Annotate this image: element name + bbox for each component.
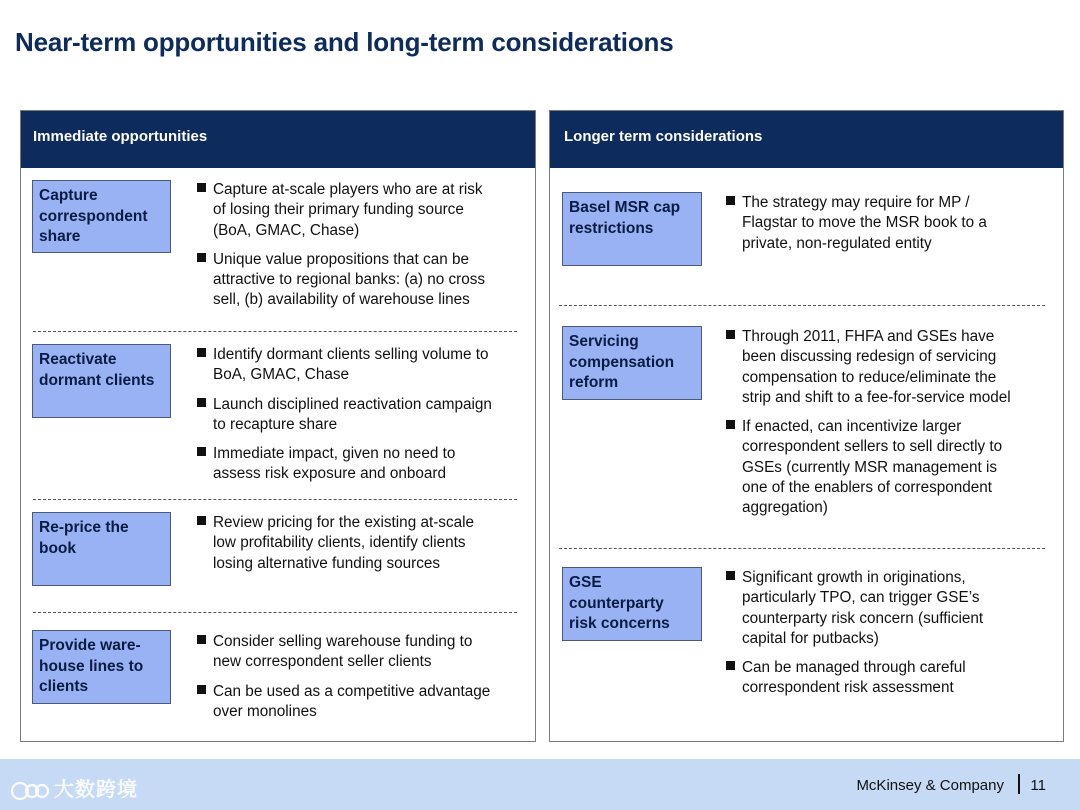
label-line: risk concerns [569,615,670,632]
bullet-square-icon [197,635,206,644]
bullet-square-icon [726,571,735,580]
watermark-text: 大数跨境 [54,779,138,801]
section-divider [559,548,1045,549]
section-divider [559,305,1045,306]
label-line: compensation [569,353,675,371]
label-line: Reactivate [39,351,117,368]
page-number: 11 [1030,777,1046,794]
label-provide-warehouse-lines [32,630,171,704]
label-line: Provide ware- [39,637,141,654]
label-line: restrictions [569,219,654,237]
footer-separator [1018,774,1020,794]
label-re-price-the-book [32,512,171,586]
bullet-list [197,180,527,320]
bullet-square-icon [197,398,206,407]
bullet-item: Capture at-scale players who are at risk of losing their primary funding source (BoA, GMAC, Chase) [197,180,527,241]
label-line: Capture [39,187,98,204]
bullet-item: Immediate impact, given no need to assess risk exposure and onboard [197,444,532,485]
label-basel-msr-cap [562,192,702,266]
bullet-list [197,345,532,494]
bullet-list [726,327,1060,528]
label-line: reform [569,374,619,391]
bullet-item: The strategy may require for MP / Flagstar to move the MSR book to a private, non-regulated entity [726,193,1056,254]
bullet-item: Review pricing for the existing at-scale low profitability clients, identify clients losing alternative funding sources [197,513,527,574]
bullet-item: Significant growth in originations, particularly TPO, can trigger GSE’s counterparty risk concern (sufficient capital for putbacks) [726,568,1056,649]
panel-header-immediate: Immediate opportunities [21,111,535,168]
panel-header-longer-term: Longer term considerations [550,111,1063,168]
bullet-square-icon [197,253,206,262]
label-line: dormant clients [39,371,155,389]
label-line: correspondent [39,207,148,225]
bullet-item: Can be managed through careful correspondent risk assessment [726,658,1056,699]
section-divider [33,331,517,332]
label-gse-counterparty-risk [562,567,702,641]
bullet-item: Consider selling warehouse funding to new correspondent seller clients [197,632,527,673]
label-line: Basel MSR cap [569,199,681,216]
bullet-item: Launch disciplined reactivation campaign to recapture share [197,395,532,436]
label-line: book [39,539,77,557]
bullet-square-icon [726,420,735,429]
longer-term-considerations-panel [549,110,1064,742]
bullet-square-icon [197,516,206,525]
label-capture-correspondent-share [32,180,171,253]
bullet-square-icon [197,447,206,456]
bullet-square-icon [197,685,206,694]
bullet-item: Unique value propositions that can be attractive to regional banks: (a) no cross sell, (b) availability of warehouse lines [197,250,527,311]
bullet-item: Can be used as a competitive advantage over monolines [197,682,527,723]
bullet-square-icon [726,330,735,339]
bullet-item: Identify dormant clients selling volume to BoA, GMAC, Chase [197,345,532,386]
label-line: Servicing [569,333,639,350]
bullet-list [726,193,1056,263]
label-reactivate-dormant-clients [32,344,171,418]
immediate-opportunities-panel [20,110,536,742]
bullet-item: If enacted, can incentivize larger correspondent sellers to sell directly to GSEs (currently MSR management is one of the enablers of correspondent aggregation) [726,417,1060,518]
bullet-square-icon [197,183,206,192]
bullet-list [197,632,527,731]
label-line: counterparty [569,594,664,612]
page-title: Near-term opportunities and long-term considerations [15,27,674,57]
bullet-square-icon [726,661,735,670]
section-divider [33,612,517,613]
bullet-list [197,513,527,583]
label-line: clients [39,678,89,695]
bullet-list [726,568,1056,708]
section-divider [33,499,517,500]
label-servicing-compensation-reform [562,326,702,400]
label-line: Re-price the [39,519,129,536]
label-line: GSE [569,574,602,591]
label-line: house lines to [39,657,144,675]
watermark [10,773,138,802]
footer [0,759,1080,810]
bullet-square-icon [197,348,206,357]
watermark-logo-icon [10,780,50,802]
bullet-item: Through 2011, FHFA and GSEs have been discussing redesign of servicing compensation to reduce/eliminate the strip and shift to a fee-for-service model [726,327,1060,408]
company-brand: McKinsey & Company [856,777,1004,794]
label-line: share [39,228,81,245]
bullet-square-icon [726,196,735,205]
